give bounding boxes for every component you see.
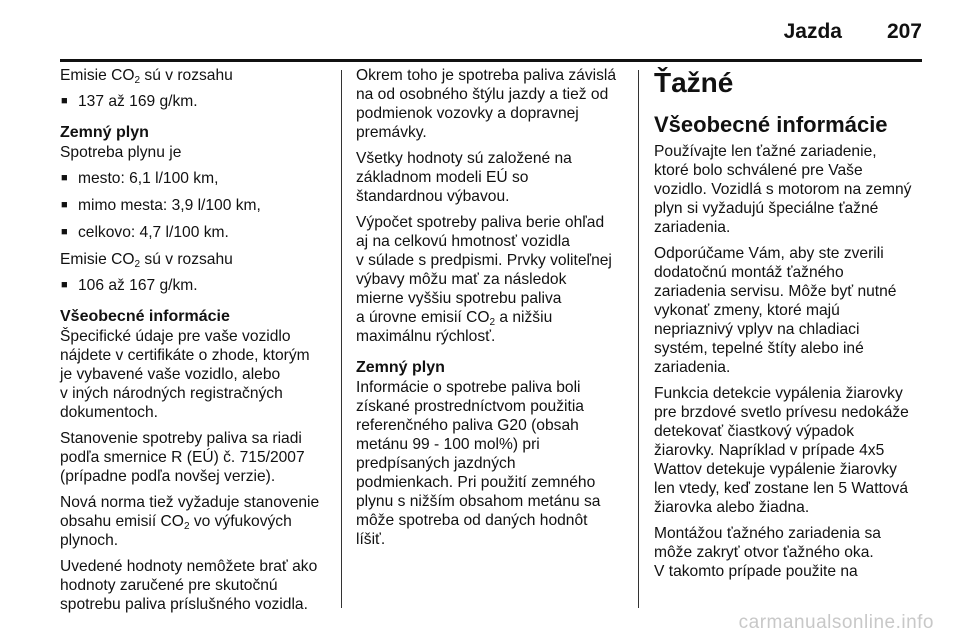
paragraph: Všetky hodnoty sú založené na základnom modeli EÚ so štandardnou výbavou. (356, 150, 572, 205)
page-header (60, 0, 922, 62)
section-heading: Zemný plyn (60, 124, 149, 141)
section-heading: Zemný plyn (356, 359, 445, 376)
paragraph: Nová norma tiež vyžaduje stanovenie obsahu emisií $CO_2$ vo výfukových plynoch. (60, 494, 320, 549)
bullet-item: ■ celkovo: 4,7 l/100 km. (60, 223, 332, 242)
paragraph: Odporúčame Vám, aby ste zverili dodatočnú montáž ťažného zariadenia servisu. Môže byť nutné vykonať zmeny, ktoré majú nepriaznivý vplyv na chladiaci systém, tepelné štíty alebo iné zariadenia. (654, 245, 897, 376)
header-rule (60, 59, 922, 62)
chapter-title: Ťažné (654, 67, 734, 98)
bullet-item: ■ mimo mesta: 3,9 l/100 km, (60, 196, 332, 215)
column-middle (356, 66, 628, 556)
column-right (654, 66, 932, 588)
bullet-item: ■ mesto: 6,1 l/100 km, (60, 169, 332, 188)
emissions-line: Emisie $CO_2$ sú v rozsahu (60, 251, 233, 270)
emissions-line: Emisie $CO_2$ sú v rozsahu (60, 67, 233, 86)
column-divider (638, 70, 639, 608)
page-number: 207 (886, 20, 922, 43)
bullet-item: ■ 137 až 169 g/km. (60, 92, 332, 111)
paragraph: Okrem toho je spotreba paliva závislá na od osobného štýlu jazdy a tiež od podmienok vozovky a dopravnej premávky. (356, 67, 617, 141)
column-left (60, 66, 332, 621)
paragraph: Výpočet spotreby paliva berie ohľad aj na celkovú hmotnosť vozidla v súlade s predpismi. Prvky voliteľnej výbavy môžu mať za následok mierne vyššiu spotrebu paliva a úrovne emisií $CO_2$ a nižšiu maximálnu rýchlosť. (356, 214, 612, 345)
paragraph: Špecifické údaje pre vaše vozidlo nájdete v certifikáte o zhode, ktorým je vybavené vaše vozidlo, alebo v iných národných registračných dokumentoch. (60, 328, 310, 421)
paragraph: Používajte len ťažné zariadenie, ktoré bolo schválené pre Vaše vozidlo. Vozidlá s motorom na zemný plyn si vyžadujú špeciálne ťažné zariadenia. (654, 143, 912, 236)
paragraph: Spotreba plynu je (60, 144, 182, 161)
paragraph: Uvedené hodnoty nemôžete brať ako hodnoty zaručené pre skutočnú spotrebu paliva príslušného vozidla. (60, 558, 318, 613)
section-heading: Všeobecné informácie (60, 308, 230, 325)
bullet-item: ■ 106 až 167 g/km. (60, 276, 332, 295)
section-heading: Všeobecné informácie (654, 112, 888, 137)
section-title: Jazda (783, 20, 842, 43)
column-divider (341, 70, 342, 608)
watermark: carmanualsonline.info (738, 612, 934, 633)
paragraph: Funkcia detekcie vypálenia žiarovky pre brzdové svetlo prívesu nedokáže detekovať čiastkový výpadok žiarovky. Napríklad v prípade 4x5 Wattov detekuje vypálenie žiarovky len vtedy, keď zostane len 5 Wattová žiarovka alebo žiadna. (654, 385, 909, 516)
paragraph: Montážou ťažného zariadenia sa môže zakryť otvor ťažného oka. V takomto prípade použite na (654, 525, 881, 580)
paragraph: Stanovenie spotreby paliva sa riadi podľa smernice R (EÚ) č. 715/2007 (prípadne podľa novšej verzie). (60, 430, 305, 485)
paragraph: Informácie o spotrebe paliva boli získané prostredníctvom použitia referenčného paliva G20 (obsah metánu 99 - 100 mol%) pri predpísaných jazdných podmienkach. Pri použití zemného plynu s nižším obsahom metánu sa môže spotreba od daných hodnôt líšiť. (356, 379, 601, 548)
